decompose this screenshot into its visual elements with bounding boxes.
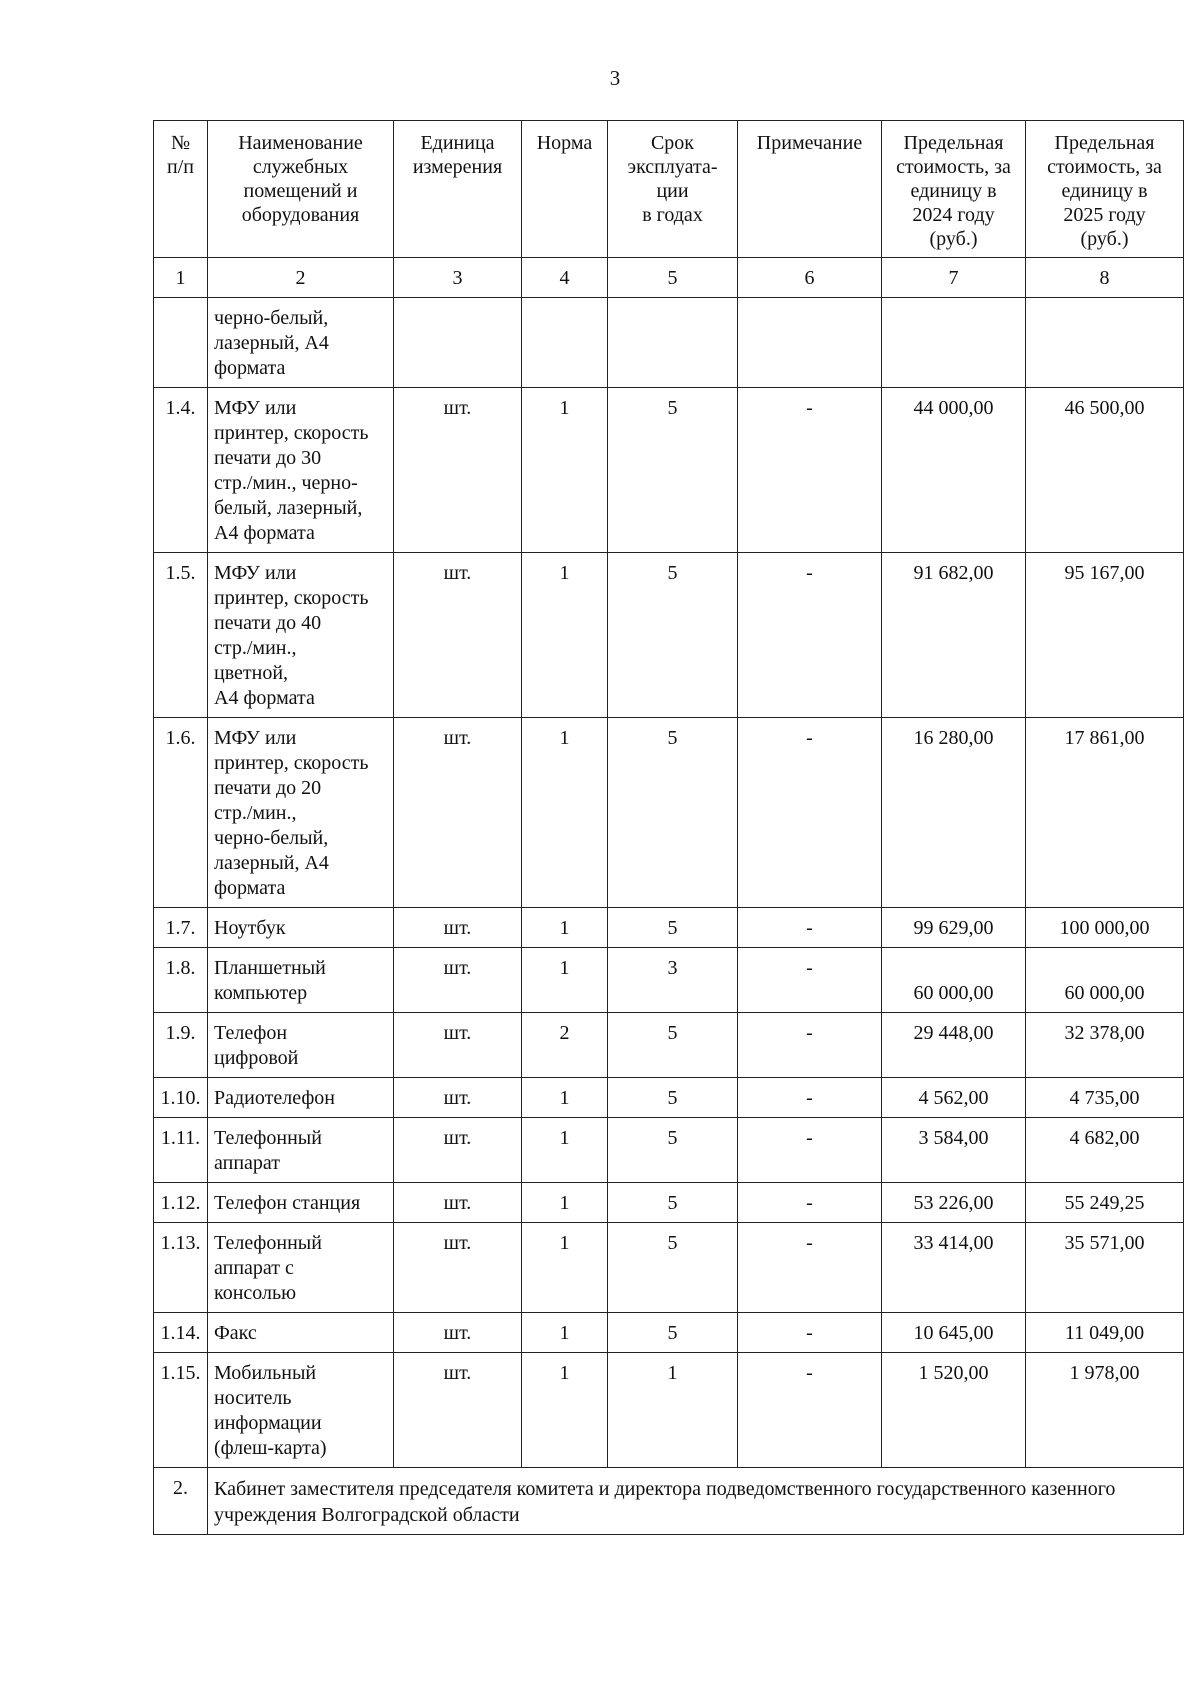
cell-unit: шт. xyxy=(394,1313,522,1353)
column-number: 2 xyxy=(208,258,394,298)
cell-term: 5 xyxy=(608,1223,738,1313)
table-row xyxy=(154,1313,1184,1353)
cell-num: 1.13. xyxy=(154,1223,208,1313)
header-price-2024: Предельная стоимость, за единицу в 2024 году (руб.) xyxy=(882,121,1026,258)
cell-price-2025: 100 000,00 xyxy=(1026,908,1184,948)
section-row xyxy=(154,1468,1184,1535)
table-row xyxy=(154,553,1184,718)
cell-num: 1.4. xyxy=(154,388,208,553)
cell-norm: 1 xyxy=(522,908,608,948)
cell-num: 1.9. xyxy=(154,1013,208,1078)
cell-price-2025: 32 378,00 xyxy=(1026,1013,1184,1078)
cell-price-2025: 11 049,00 xyxy=(1026,1313,1184,1353)
section-body xyxy=(154,1468,1184,1535)
cell-note: - xyxy=(738,718,882,908)
cell-term: 5 xyxy=(608,718,738,908)
cell-unit: шт. xyxy=(394,1223,522,1313)
cell-unit: шт. xyxy=(394,1118,522,1183)
cell-price-2024: 1 520,00 xyxy=(882,1353,1026,1468)
cell-term: 1 xyxy=(608,1353,738,1468)
cell-unit: шт. xyxy=(394,1078,522,1118)
cell-note: - xyxy=(738,1078,882,1118)
cell-price-2025: 1 978,00 xyxy=(1026,1353,1184,1468)
table-row xyxy=(154,948,1184,1013)
table-row xyxy=(154,1183,1184,1223)
cell-norm: 1 xyxy=(522,1183,608,1223)
cell-price-2025: 35 571,00 xyxy=(1026,1223,1184,1313)
cell-name: Радиотелефон xyxy=(208,1078,394,1118)
cell-norm: 1 xyxy=(522,388,608,553)
table-row xyxy=(154,908,1184,948)
table-row xyxy=(154,388,1184,553)
cell-name: Телефон цифровой xyxy=(208,1013,394,1078)
cell-price-2025: 95 167,00 xyxy=(1026,553,1184,718)
cell-note: - xyxy=(738,553,882,718)
header-name: Наименование служебных помещений и оборудования xyxy=(208,121,394,258)
cell-unit: шт. xyxy=(394,718,522,908)
column-number: 7 xyxy=(882,258,1026,298)
cell-term: 3 xyxy=(608,948,738,1013)
cell-norm: 2 xyxy=(522,1013,608,1078)
header-term: Срок эксплуата- ции в годах xyxy=(608,121,738,258)
header-row xyxy=(154,121,1184,258)
cell-num: 1.7. xyxy=(154,908,208,948)
cell-price-2024: 29 448,00 xyxy=(882,1013,1026,1078)
cell-name: МФУ или принтер, скорость печати до 20 стр./мин., черно-белый, лазерный, А4 формата xyxy=(208,718,394,908)
cell-term: 5 xyxy=(608,553,738,718)
cell-note: - xyxy=(738,908,882,948)
cell-term: 5 xyxy=(608,1313,738,1353)
cell-unit: шт. xyxy=(394,388,522,553)
table-row xyxy=(154,1118,1184,1183)
cell-num: 1.12. xyxy=(154,1183,208,1223)
cell-name: Мобильный носитель информации (флеш-карта) xyxy=(208,1353,394,1468)
cell-norm: 1 xyxy=(522,1223,608,1313)
cell-unit: шт. xyxy=(394,1353,522,1468)
cell-term: 5 xyxy=(608,1183,738,1223)
cell-note: - xyxy=(738,388,882,553)
page-number: 3 xyxy=(609,66,621,90)
equipment-norms-table xyxy=(153,120,1184,1535)
column-number: 8 xyxy=(1026,258,1184,298)
section-num: 2. xyxy=(154,1468,208,1535)
cell-norm: 1 xyxy=(522,1353,608,1468)
table-row xyxy=(154,718,1184,908)
cell-num: 1.14. xyxy=(154,1313,208,1353)
cell-num: 1.6. xyxy=(154,718,208,908)
cell-note: - xyxy=(738,1223,882,1313)
column-number: 1 xyxy=(154,258,208,298)
cell-price-2024: 99 629,00 xyxy=(882,908,1026,948)
cell-num: 1.8. xyxy=(154,948,208,1013)
cell-unit xyxy=(394,298,522,388)
column-number: 5 xyxy=(608,258,738,298)
cell-name: Телефонный аппарат xyxy=(208,1118,394,1183)
cell-price-2025 xyxy=(1026,298,1184,388)
cell-norm: 1 xyxy=(522,718,608,908)
table-row xyxy=(154,1013,1184,1078)
cell-price-2024: 60 000,00 xyxy=(882,948,1026,1013)
cell-price-2024: 16 280,00 xyxy=(882,718,1026,908)
cell-num: 1.5. xyxy=(154,553,208,718)
cell-price-2024: 33 414,00 xyxy=(882,1223,1026,1313)
cell-price-2024: 3 584,00 xyxy=(882,1118,1026,1183)
cell-num: 1.11. xyxy=(154,1118,208,1183)
column-number-row xyxy=(154,258,1184,298)
cell-term: 5 xyxy=(608,908,738,948)
header-norm: Норма xyxy=(522,121,608,258)
cell-num: 1.10. xyxy=(154,1078,208,1118)
section-title: Кабинет заместителя председателя комитета и директора подведомственного государственного казенного учреждения Волгоградской области xyxy=(208,1468,1184,1535)
cell-note: - xyxy=(738,948,882,1013)
cell-note: - xyxy=(738,1118,882,1183)
cell-price-2024: 4 562,00 xyxy=(882,1078,1026,1118)
cell-price-2024: 10 645,00 xyxy=(882,1313,1026,1353)
cell-num xyxy=(154,298,208,388)
cell-name: Телефон станция xyxy=(208,1183,394,1223)
table-row xyxy=(154,1078,1184,1118)
column-number: 4 xyxy=(522,258,608,298)
table-row xyxy=(154,298,1184,388)
cell-unit: шт. xyxy=(394,908,522,948)
cell-price-2024: 53 226,00 xyxy=(882,1183,1026,1223)
cell-norm: 1 xyxy=(522,948,608,1013)
cell-name: черно-белый, лазерный, А4 формата xyxy=(208,298,394,388)
cell-unit: шт. xyxy=(394,948,522,1013)
cell-note: - xyxy=(738,1313,882,1353)
cell-num: 1.15. xyxy=(154,1353,208,1468)
cell-price-2025: 17 861,00 xyxy=(1026,718,1184,908)
cell-unit: шт. xyxy=(394,1013,522,1078)
cell-price-2025: 60 000,00 xyxy=(1026,948,1184,1013)
cell-norm xyxy=(522,298,608,388)
header-num: № п/п xyxy=(154,121,208,258)
table-row xyxy=(154,1223,1184,1313)
cell-norm: 1 xyxy=(522,1078,608,1118)
cell-price-2024: 44 000,00 xyxy=(882,388,1026,553)
cell-name: Телефонный аппарат с консолью xyxy=(208,1223,394,1313)
cell-term: 5 xyxy=(608,1078,738,1118)
cell-price-2025: 46 500,00 xyxy=(1026,388,1184,553)
cell-norm: 1 xyxy=(522,1313,608,1353)
cell-term: 5 xyxy=(608,388,738,553)
cell-name: Ноутбук xyxy=(208,908,394,948)
header-unit: Единица измерения xyxy=(394,121,522,258)
cell-unit: шт. xyxy=(394,553,522,718)
cell-term: 5 xyxy=(608,1118,738,1183)
cell-price-2025: 4 682,00 xyxy=(1026,1118,1184,1183)
cell-norm: 1 xyxy=(522,1118,608,1183)
cell-name: МФУ или принтер, скорость печати до 40 стр./мин., цветной, А4 формата xyxy=(208,553,394,718)
cell-price-2025: 55 249,25 xyxy=(1026,1183,1184,1223)
cell-price-2024 xyxy=(882,298,1026,388)
cell-name: Планшетный компьютер xyxy=(208,948,394,1013)
cell-name: Факс xyxy=(208,1313,394,1353)
cell-note xyxy=(738,298,882,388)
cell-price-2025: 4 735,00 xyxy=(1026,1078,1184,1118)
cell-unit: шт. xyxy=(394,1183,522,1223)
cell-note: - xyxy=(738,1183,882,1223)
cell-term: 5 xyxy=(608,1013,738,1078)
column-number: 3 xyxy=(394,258,522,298)
cell-price-2024: 91 682,00 xyxy=(882,553,1026,718)
cell-norm: 1 xyxy=(522,553,608,718)
cell-note: - xyxy=(738,1013,882,1078)
table-row xyxy=(154,1353,1184,1468)
header-price-2025: Предельная стоимость, за единицу в 2025 году (руб.) xyxy=(1026,121,1184,258)
table-body xyxy=(154,298,1184,1468)
cell-term xyxy=(608,298,738,388)
cell-name: МФУ или принтер, скорость печати до 30 стр./мин., черно- белый, лазерный, А4 формата xyxy=(208,388,394,553)
header-note: Примечание xyxy=(738,121,882,258)
column-number: 6 xyxy=(738,258,882,298)
cell-note: - xyxy=(738,1353,882,1468)
